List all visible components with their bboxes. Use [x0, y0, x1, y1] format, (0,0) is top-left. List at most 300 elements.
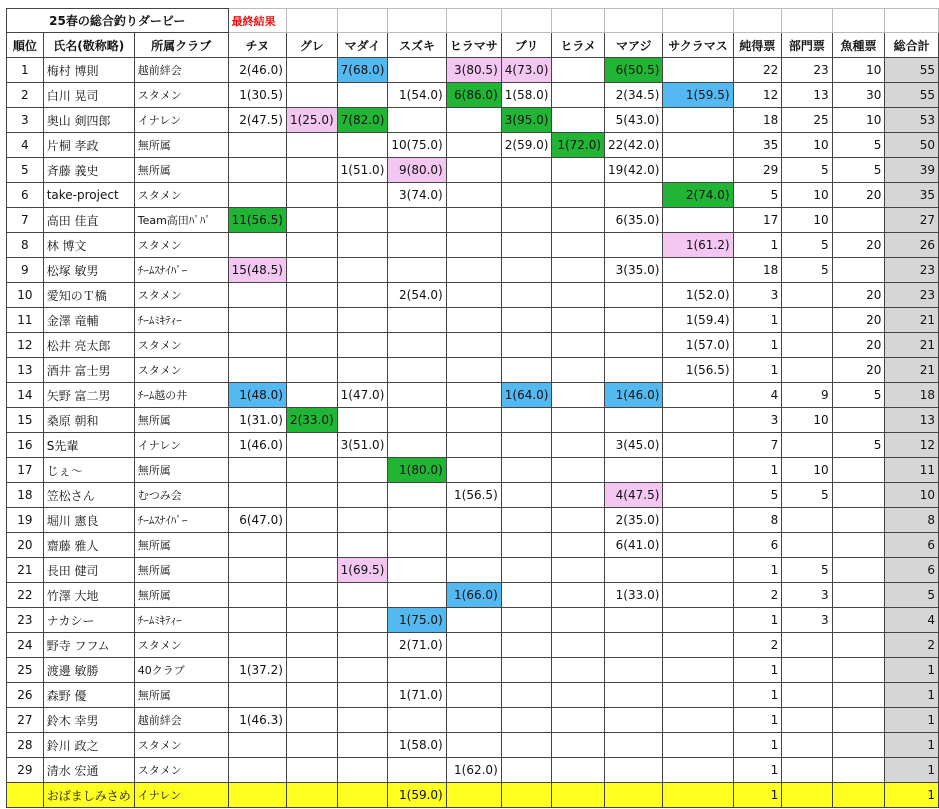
rank-cell: 12	[7, 333, 44, 358]
grand-total-cell: 1	[885, 658, 939, 683]
empty-cell	[446, 9, 501, 33]
catch-cell	[337, 358, 388, 383]
catch-cell	[663, 258, 733, 283]
catch-cell	[501, 608, 552, 633]
catch-cell	[605, 558, 663, 583]
catch-cell: 5(43.0)	[605, 108, 663, 133]
catch-cell: 2(35.0)	[605, 508, 663, 533]
sheet-title: 25春の総合釣りダービー	[7, 9, 229, 33]
catch-cell: 1(69.5)	[337, 558, 388, 583]
catch-cell: 2(54.0)	[388, 283, 446, 308]
species-votes-cell	[832, 683, 885, 708]
catch-cell	[663, 683, 733, 708]
grand-total-cell: 1	[885, 758, 939, 783]
table-row	[7, 733, 939, 758]
club-cell: 無所属	[134, 533, 228, 558]
catch-cell: 1(48.0)	[228, 383, 286, 408]
pure-votes-cell: 1	[733, 458, 782, 483]
grand-total-cell: 35	[885, 183, 939, 208]
catch-cell: 1(80.0)	[388, 458, 446, 483]
catch-cell	[501, 483, 552, 508]
header-hiramasa: ヒラマサ	[446, 33, 501, 58]
angler-name-cell: 片桐 孝政	[43, 133, 134, 158]
catch-cell: 2(46.0)	[228, 58, 286, 83]
catch-cell	[605, 783, 663, 808]
catch-cell	[663, 783, 733, 808]
empty-cell	[782, 9, 832, 33]
catch-cell	[337, 483, 388, 508]
catch-cell	[446, 608, 501, 633]
species-votes-cell: 30	[832, 83, 885, 108]
dept-votes-cell	[782, 783, 832, 808]
angler-name-cell: 斉藤 義史	[43, 158, 134, 183]
dept-votes-cell: 10	[782, 408, 832, 433]
catch-cell	[605, 233, 663, 258]
catch-cell: 1(33.0)	[605, 583, 663, 608]
rank-cell: 11	[7, 308, 44, 333]
grand-total-cell: 21	[885, 333, 939, 358]
catch-cell	[501, 208, 552, 233]
angler-name-cell: 鈴川 政之	[43, 733, 134, 758]
catch-cell	[605, 633, 663, 658]
catch-cell: 1(46.0)	[605, 383, 663, 408]
title-row	[7, 9, 939, 33]
table-row	[7, 133, 939, 158]
header-grand-total: 総合計	[885, 33, 939, 58]
angler-name-cell: 野寺 フフム	[43, 633, 134, 658]
angler-name-cell: 清水 宏通	[43, 758, 134, 783]
catch-cell	[552, 358, 605, 383]
empty-cell	[388, 9, 446, 33]
empty-cell	[286, 9, 337, 33]
club-cell: 無所属	[134, 133, 228, 158]
species-votes-cell	[832, 408, 885, 433]
table-row	[7, 758, 939, 783]
rank-cell: 28	[7, 733, 44, 758]
catch-cell	[552, 533, 605, 558]
dept-votes-cell: 10	[782, 133, 832, 158]
catch-cell	[501, 633, 552, 658]
catch-cell	[337, 783, 388, 808]
catch-cell: 6(50.5)	[605, 58, 663, 83]
catch-cell	[228, 358, 286, 383]
club-cell: Team高田ﾊﾟﾊﾟ	[134, 208, 228, 233]
dept-votes-cell	[782, 683, 832, 708]
catch-cell	[663, 158, 733, 183]
dept-votes-cell: 10	[782, 183, 832, 208]
dept-votes-cell: 5	[782, 233, 832, 258]
header-chinu: チヌ	[228, 33, 286, 58]
species-votes-cell	[832, 458, 885, 483]
angler-name-cell: 高田 佳直	[43, 208, 134, 233]
catch-cell: 1(51.0)	[337, 158, 388, 183]
empty-cell	[552, 9, 605, 33]
catch-cell	[501, 333, 552, 358]
catch-cell	[446, 158, 501, 183]
catch-cell	[228, 483, 286, 508]
pure-votes-cell: 6	[733, 533, 782, 558]
species-votes-cell: 5	[832, 133, 885, 158]
catch-cell: 2(74.0)	[663, 183, 733, 208]
catch-cell: 1(64.0)	[501, 383, 552, 408]
catch-cell: 2(59.0)	[501, 133, 552, 158]
club-cell: イナレン	[134, 108, 228, 133]
angler-name-cell: 奥山 剣四郎	[43, 108, 134, 133]
catch-cell: 2(71.0)	[388, 633, 446, 658]
angler-name-cell: 金澤 竜輔	[43, 308, 134, 333]
catch-cell	[286, 133, 337, 158]
grand-total-cell: 4	[885, 608, 939, 633]
table-row	[7, 783, 939, 808]
header-row	[7, 33, 939, 58]
pure-votes-cell: 35	[733, 133, 782, 158]
catch-cell	[286, 583, 337, 608]
dept-votes-cell	[782, 283, 832, 308]
empty-cell	[663, 9, 733, 33]
grand-total-cell: 23	[885, 283, 939, 308]
angler-name-cell: 愛知のＴ橋	[43, 283, 134, 308]
catch-cell	[501, 283, 552, 308]
catch-cell	[501, 408, 552, 433]
catch-cell: 7(68.0)	[337, 58, 388, 83]
catch-cell	[605, 358, 663, 383]
angler-name-cell: 矢野 富二男	[43, 383, 134, 408]
dept-votes-cell	[782, 658, 832, 683]
empty-cell	[337, 9, 388, 33]
catch-cell: 1(75.0)	[388, 608, 446, 633]
pure-votes-cell: 1	[733, 333, 782, 358]
club-cell: むつみ会	[134, 483, 228, 508]
pure-votes-cell: 8	[733, 508, 782, 533]
angler-name-cell: ナカシー	[43, 608, 134, 633]
catch-cell	[388, 433, 446, 458]
pure-votes-cell: 1	[733, 733, 782, 758]
club-cell: 無所属	[134, 158, 228, 183]
pure-votes-cell: 1	[733, 783, 782, 808]
catch-cell	[388, 58, 446, 83]
header-suzuki: スズキ	[388, 33, 446, 58]
catch-cell	[501, 258, 552, 283]
rank-cell: 26	[7, 683, 44, 708]
catch-cell: 19(42.0)	[605, 158, 663, 183]
catch-cell	[337, 633, 388, 658]
catch-cell	[501, 508, 552, 533]
grand-total-cell: 10	[885, 483, 939, 508]
catch-cell	[446, 708, 501, 733]
catch-cell	[605, 283, 663, 308]
table-row	[7, 333, 939, 358]
catch-cell	[388, 558, 446, 583]
catch-cell: 1(46.3)	[228, 708, 286, 733]
catch-cell	[552, 83, 605, 108]
header-name: 氏名(敬称略)	[43, 33, 134, 58]
species-votes-cell	[832, 583, 885, 608]
rank-cell: 29	[7, 758, 44, 783]
catch-cell: 1(30.5)	[228, 83, 286, 108]
dept-votes-cell	[782, 508, 832, 533]
catch-cell: 3(35.0)	[605, 258, 663, 283]
catch-cell	[228, 458, 286, 483]
catch-cell	[286, 383, 337, 408]
catch-cell	[388, 508, 446, 533]
pure-votes-cell: 1	[733, 608, 782, 633]
catch-cell	[286, 708, 337, 733]
catch-cell	[388, 533, 446, 558]
catch-cell	[501, 233, 552, 258]
catch-cell	[446, 533, 501, 558]
catch-cell	[337, 208, 388, 233]
rank-cell: 10	[7, 283, 44, 308]
table-row	[7, 58, 939, 83]
catch-cell	[286, 508, 337, 533]
table-row	[7, 408, 939, 433]
catch-cell	[663, 533, 733, 558]
angler-name-cell: 渡邊 敏勝	[43, 658, 134, 683]
catch-cell	[446, 208, 501, 233]
table-row	[7, 658, 939, 683]
grand-total-cell: 11	[885, 458, 939, 483]
catch-cell	[337, 333, 388, 358]
catch-cell	[552, 608, 605, 633]
grand-total-cell: 2	[885, 633, 939, 658]
catch-cell	[446, 108, 501, 133]
catch-cell	[228, 733, 286, 758]
angler-name-cell: じぇ～	[43, 458, 134, 483]
catch-cell: 1(59.5)	[663, 83, 733, 108]
grand-total-cell: 26	[885, 233, 939, 258]
species-votes-cell	[832, 608, 885, 633]
catch-cell: 2(34.5)	[605, 83, 663, 108]
catch-cell	[501, 658, 552, 683]
catch-cell	[605, 658, 663, 683]
angler-name-cell: 林 博文	[43, 233, 134, 258]
grand-total-cell: 1	[885, 683, 939, 708]
catch-cell	[552, 433, 605, 458]
dept-votes-cell	[782, 758, 832, 783]
species-votes-cell	[832, 708, 885, 733]
catch-cell: 3(45.0)	[605, 433, 663, 458]
catch-cell	[446, 308, 501, 333]
catch-cell	[228, 158, 286, 183]
angler-name-cell: 酒井 富士男	[43, 358, 134, 383]
rank-cell: 3	[7, 108, 44, 133]
catch-cell: 3(95.0)	[501, 108, 552, 133]
grand-total-cell: 13	[885, 408, 939, 433]
catch-cell	[337, 708, 388, 733]
catch-cell	[552, 58, 605, 83]
catch-cell	[446, 408, 501, 433]
catch-cell	[446, 633, 501, 658]
catch-cell: 1(31.0)	[228, 408, 286, 433]
catch-cell: 1(58.0)	[501, 83, 552, 108]
catch-cell	[663, 508, 733, 533]
catch-cell	[446, 283, 501, 308]
header-buri: ブリ	[501, 33, 552, 58]
catch-cell: 2(33.0)	[286, 408, 337, 433]
species-votes-cell: 5	[832, 158, 885, 183]
angler-name-cell: 梅村 博則	[43, 58, 134, 83]
angler-name-cell: 笠松さん	[43, 483, 134, 508]
catch-cell	[286, 458, 337, 483]
catch-cell	[446, 358, 501, 383]
table-row	[7, 558, 939, 583]
catch-cell	[286, 333, 337, 358]
catch-cell: 10(75.0)	[388, 133, 446, 158]
catch-cell	[552, 308, 605, 333]
pure-votes-cell: 1	[733, 708, 782, 733]
catch-cell	[663, 58, 733, 83]
table-row	[7, 258, 939, 283]
species-votes-cell: 5	[832, 433, 885, 458]
catch-cell	[552, 208, 605, 233]
catch-cell	[286, 158, 337, 183]
catch-cell: 1(59.4)	[663, 308, 733, 333]
table-row	[7, 83, 939, 108]
rank-cell: 22	[7, 583, 44, 608]
catch-cell	[388, 383, 446, 408]
catch-cell	[552, 683, 605, 708]
club-cell: 越前絆会	[134, 58, 228, 83]
club-cell: 越前絆会	[134, 708, 228, 733]
catch-cell	[552, 383, 605, 408]
rank-cell: 2	[7, 83, 44, 108]
club-cell: スタメン	[134, 83, 228, 108]
table-row	[7, 433, 939, 458]
grand-total-cell: 50	[885, 133, 939, 158]
table-row	[7, 233, 939, 258]
species-votes-cell: 20	[832, 358, 885, 383]
header-sakuramasu: サクラマス	[663, 33, 733, 58]
rank-cell	[7, 783, 44, 808]
catch-cell	[228, 308, 286, 333]
grand-total-cell: 1	[885, 783, 939, 808]
catch-cell	[337, 683, 388, 708]
angler-name-cell: 桑原 朝和	[43, 408, 134, 433]
catch-cell	[501, 708, 552, 733]
table-row	[7, 708, 939, 733]
pure-votes-cell: 1	[733, 658, 782, 683]
pure-votes-cell: 1	[733, 558, 782, 583]
rank-cell: 9	[7, 258, 44, 283]
species-votes-cell	[832, 783, 885, 808]
catch-cell	[446, 558, 501, 583]
table-row	[7, 308, 939, 333]
catch-cell	[501, 183, 552, 208]
dept-votes-cell	[782, 533, 832, 558]
rank-cell: 20	[7, 533, 44, 558]
catch-cell	[501, 358, 552, 383]
catch-cell: 1(71.0)	[388, 683, 446, 708]
catch-cell	[337, 308, 388, 333]
grand-total-cell: 5	[885, 583, 939, 608]
rank-cell: 24	[7, 633, 44, 658]
catch-cell	[286, 83, 337, 108]
catch-cell	[501, 433, 552, 458]
club-cell: 無所属	[134, 458, 228, 483]
catch-cell: 6(35.0)	[605, 208, 663, 233]
grand-total-cell: 39	[885, 158, 939, 183]
catch-cell: 7(82.0)	[337, 108, 388, 133]
rank-cell: 14	[7, 383, 44, 408]
pure-votes-cell: 5	[733, 183, 782, 208]
species-votes-cell	[832, 558, 885, 583]
catch-cell	[228, 558, 286, 583]
grand-total-cell: 23	[885, 258, 939, 283]
header-rank: 順位	[7, 33, 44, 58]
rank-cell: 25	[7, 658, 44, 683]
catch-cell: 1(25.0)	[286, 108, 337, 133]
species-votes-cell	[832, 258, 885, 283]
catch-cell	[228, 233, 286, 258]
species-votes-cell: 20	[832, 333, 885, 358]
table-row	[7, 158, 939, 183]
catch-cell	[605, 333, 663, 358]
empty-cell	[885, 9, 939, 33]
catch-cell	[552, 458, 605, 483]
empty-cell	[501, 9, 552, 33]
catch-cell: 1(66.0)	[446, 583, 501, 608]
catch-cell: 6(41.0)	[605, 533, 663, 558]
catch-cell	[663, 633, 733, 658]
catch-cell	[446, 233, 501, 258]
catch-cell	[605, 733, 663, 758]
species-votes-cell: 10	[832, 108, 885, 133]
rank-cell: 23	[7, 608, 44, 633]
catch-cell	[446, 433, 501, 458]
catch-cell	[446, 733, 501, 758]
catch-cell	[552, 583, 605, 608]
dept-votes-cell	[782, 358, 832, 383]
species-votes-cell	[832, 658, 885, 683]
dept-votes-cell: 5	[782, 258, 832, 283]
catch-cell	[337, 508, 388, 533]
dept-votes-cell: 10	[782, 208, 832, 233]
header-hirame: ヒラメ	[552, 33, 605, 58]
catch-cell	[552, 558, 605, 583]
catch-cell	[552, 108, 605, 133]
rank-cell: 7	[7, 208, 44, 233]
catch-cell	[605, 708, 663, 733]
pure-votes-cell: 7	[733, 433, 782, 458]
catch-cell: 1(56.5)	[446, 483, 501, 508]
rank-cell: 6	[7, 183, 44, 208]
club-cell: 無所属	[134, 408, 228, 433]
dept-votes-cell: 25	[782, 108, 832, 133]
species-votes-cell: 20	[832, 233, 885, 258]
catch-cell: 6(47.0)	[228, 508, 286, 533]
catch-cell: 1(58.0)	[388, 733, 446, 758]
grand-total-cell: 12	[885, 433, 939, 458]
club-cell: スタメン	[134, 633, 228, 658]
grand-total-cell: 8	[885, 508, 939, 533]
dept-votes-cell: 5	[782, 483, 832, 508]
catch-cell: 1(37.2)	[228, 658, 286, 683]
catch-cell	[388, 408, 446, 433]
header-species-votes: 魚種票	[832, 33, 885, 58]
catch-cell	[337, 758, 388, 783]
catch-cell	[663, 458, 733, 483]
catch-cell: 3(80.5)	[446, 58, 501, 83]
catch-cell: 1(54.0)	[388, 83, 446, 108]
club-cell: ﾁｰﾑﾐｷﾃｨｰ	[134, 608, 228, 633]
table-row	[7, 483, 939, 508]
catch-cell	[552, 183, 605, 208]
catch-cell	[552, 783, 605, 808]
catch-cell	[286, 483, 337, 508]
grand-total-cell: 21	[885, 308, 939, 333]
catch-cell	[286, 658, 337, 683]
club-cell: スタメン	[134, 283, 228, 308]
